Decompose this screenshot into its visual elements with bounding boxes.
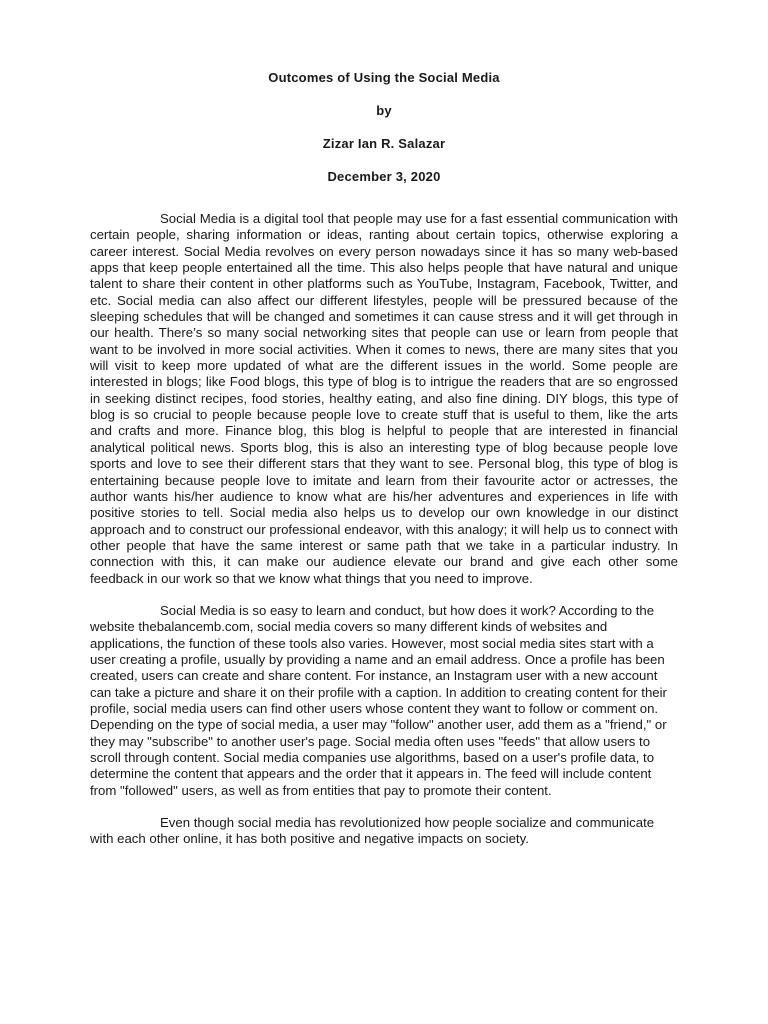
body-paragraph-1: Social Media is a digital tool that people may use for a fast essential communication with certain people, sharing information or ideas, ranting about certain topics, otherwise exploring a career interest. Social Media revolves on every person nowadays since it has so many web-based apps that keep people entertained all the time. This also helps people that have natural and unique talent to share their content in other platforms such as YouTube, Instagram, Facebook, Twitter, and etc. Social media can also affect our different lifestyles, people will be pressured because of the sleeping schedules that will be changed and sometimes it can cause stress and it will get through in our health. There’s so many social networking sites that people can use or learn from people that want to be involved in more social activities. When it comes to news, there are many sites that you will visit to keep more updated of what are the different issues in the world. Some people are interested in blogs; like Food blogs, this type of blog is to intrigue the readers that are so engrossed in seeking distinct recipes, food stories, healthy eating, and also fine dining. DIY blogs, this type of blog is so crucial to people because people love to create stuff that is useful to them, like the arts and crafts and more. Finance blog, this blog is helpful to people that are interested in financial analytical political news. Sports blog, this is also an interesting type of blog because people love sports and love to see their different stars that they want to see. Personal blog, this type of blog is entertaining because people love to imitate and learn from their favourite actor or actresses, the author wants his/her audience to know what are his/her adventures and experiences in life with positive stories to tell. Social media also helps us to develop our own knowledge in our distinct approach and to construct our professional endeavor, with this analogy; it will help us to connect with other people that have the same interest or same path that we take in a particular industry. In connection with this, it can make our audience elevate our brand and give each other some feedback in our work so that we know what things that you need to improve. xyxy=(90,211,678,586)
byline-label: by xyxy=(376,103,392,118)
author-name: Zizar Ian R. Salazar xyxy=(322,136,446,151)
body-paragraph-3: Even though social media has revolutionized how people socialize and communicate with each other online, it has both positive and negative impacts on society. xyxy=(90,815,655,847)
body-paragraph-2: Social Media is so easy to learn and conduct, but how does it work? According to the website thebalancemb.com, social media covers so many different kinds of websites and applications, the function of these tools also varies. However, most social media sites start with a user creating a profile, usually by providing a name and an email address. Once a profile has been created, users can create and share content. For instance, an Instagram user with a new account can take a picture and share it on their profile with a caption. In addition to creating content for their profile, social media users can find other users whose content they want to follow or comment on. Depending on the type of social media, a user may "follow" another user, add them as a "friend," or they may "subscribe" to another user's page. Social media often uses "feeds" that allow users to scroll through content. Social media companies use algorithms, based on a user's profile data, to determine the content that appears and the order that it appears in. The feed will include content from "followed" users, as well as from entities that pay to promote their content. xyxy=(90,602,667,798)
document-date: December 3, 2020 xyxy=(327,169,441,184)
document-title: Outcomes of Using the Social Media xyxy=(268,70,500,85)
